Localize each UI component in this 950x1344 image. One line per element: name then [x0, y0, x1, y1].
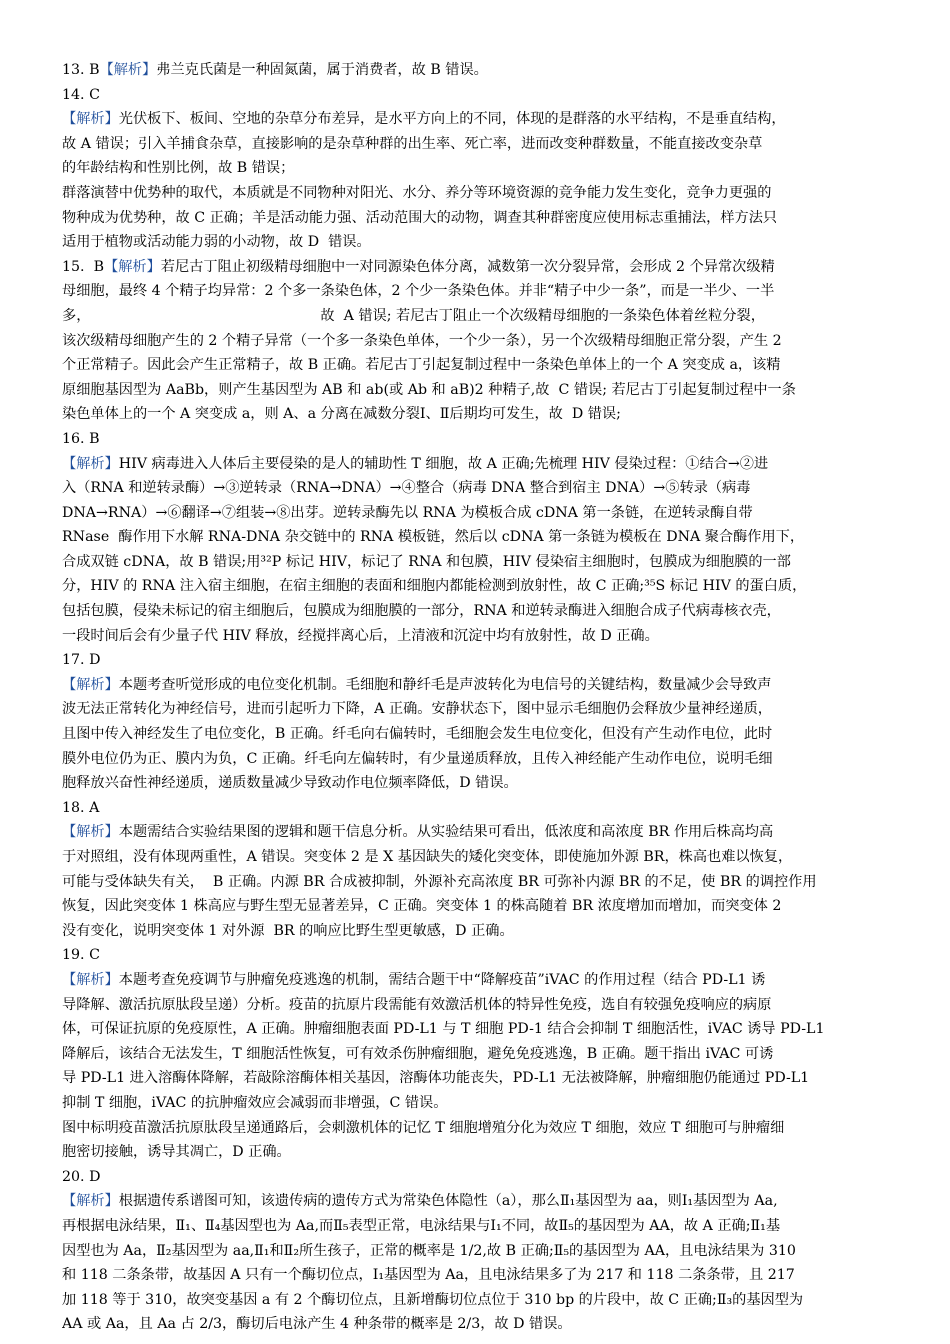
line-text: 本题需结合实验结果图的逻辑和题干信息分析。从实验结果可看出，低浓度和高浓度 BR 作用后株高均高	[118, 824, 774, 841]
text-line	[62, 1239, 888, 1264]
line-text: 物种成为优势种，故 C 正确；羊是活动能力强、活动范围大的动物，调查其种群密度应使用标志重捕法，样方法只	[62, 209, 778, 226]
text-line	[62, 83, 888, 108]
line-text: 入（RNA 和逆转录酶）→③逆转录（RNA→DNA）→④整合（病毒 DNA 整合到宿主 DNA）→⑤转录（病毒	[62, 480, 751, 497]
analysis-tag: 【解析】	[62, 824, 119, 841]
line-text: 且图中传入神经发生了电位变化，B 正确。纤毛向右偏转时，毛细胞会发生电位变化，但没有产生动作电位，此时	[62, 726, 773, 743]
text-line	[62, 58, 888, 83]
line-text: 包括包膜，侵染未标记的宿主细胞后，包膜成为细胞膜的一部分，RNA 和逆转录酶进入细胞合成子代病毒核衣壳，	[62, 603, 781, 620]
text-line	[62, 747, 888, 772]
line-text: 恢复，因此突变体 1 株高应与野生型无显著差异，C 正确。突变体 1 的株高随着 BR 浓度增加而增加，而突变体 2	[62, 898, 782, 915]
analysis-tag: 【解析】	[104, 258, 161, 275]
text-line	[62, 771, 888, 796]
line-text: 原细胞基因型为 AaBb，则产生基因型为 AB 和 ab(或 Ab 和 aB)2 种精子,故 C 错误; 若尼古丁引起复制过程中一条	[62, 381, 796, 398]
question-number: 19. C	[62, 947, 100, 964]
text-line	[62, 329, 888, 354]
text-line	[62, 156, 888, 181]
line-text: 波无法正常转化为神经信号，进而引起听力下降，A 正确。安静状态下，图中显示毛细胞仍会释放少量神经递质，	[62, 701, 772, 718]
text-line	[62, 402, 888, 427]
line-text: 群落演替中优势种的取代，本质就是不同物种对阳光、水分、养分等环境资源的竞争能力发生变化，竞争力更强的	[62, 184, 772, 201]
line-text: 加 118 等于 310，故突变基因 a 有 2 个酶切位点，且新增酶切位点位于 310 bp 的片段中，故 C 正确;Ⅱ₃的基因型为	[62, 1291, 804, 1308]
answer-item	[62, 648, 888, 796]
text-line	[62, 452, 888, 477]
text-line	[62, 132, 888, 157]
text-line	[62, 230, 888, 255]
line-text: 体，可保证抗原的免疫原性，A 正确。肿瘤细胞表面 PD-L1 与 T 细胞 PD-1 结合会抑制 T 细胞活性，iVAC 诱导 PD-L1	[62, 1021, 825, 1038]
line-text: 于对照组，没有体现两重性，A 错误。突变体 2 是 X 基因缺失的矮化突变体，即使施加外源 BR，株高也难以恢复，	[62, 849, 793, 865]
line-text: 个正常精子。因此会产生正常精子，故 B 正确。若尼古丁引起复制过程中一条染色单体上的一个 A 突变成 a，该精	[62, 357, 781, 374]
line-text: 抑制 T 细胞，iVAC 的抗肿瘤效应会减弱而非增强，C 错误。	[62, 1094, 448, 1111]
text-line	[62, 796, 888, 821]
text-line	[62, 1140, 888, 1165]
text-line	[62, 1091, 888, 1116]
analysis-tag: 【解析】	[62, 1193, 119, 1210]
text-line	[62, 1042, 888, 1067]
answer-item	[62, 1165, 888, 1337]
text-line	[62, 107, 888, 132]
question-number: 20. D	[62, 1168, 101, 1185]
text-line	[62, 525, 888, 550]
line-text: 多， 故 A 错误; 若尼古丁阻止一个次级精母细胞的一条染色体着丝粒分裂，	[62, 307, 765, 324]
text-line	[62, 894, 888, 919]
line-text: 染色单体上的一个 A 突变成 a，则 A、a 分离在减数分裂Ⅰ、Ⅱ后期均可发生，故 D 错误;	[62, 406, 621, 423]
text-line	[62, 1263, 888, 1288]
line-text: 胞释放兴奋性神经递质，递质数量减少导致动作电位频率降低，D 错误。	[62, 775, 518, 792]
text-line	[62, 181, 888, 206]
text-line	[62, 279, 888, 304]
line-text: HIV 病毒进入人体后主要侵染的是人的辅助性 T 细胞，故 A 正确;先梳理 HIV 侵染过程：①结合→②进	[118, 455, 769, 472]
line-text: 故 A 错误；引入羊捕食杂草，直接影响的是杂草种群的出生率、死亡率，进而改变种群数量，不能直接改变杂草	[62, 135, 763, 152]
text-line	[62, 1189, 888, 1214]
text-line	[62, 427, 888, 452]
line-text: AA 或 Aa，且 Aa 占 2/3，酶切后电泳产生 4 种条带的概率是 2/3，故 D 错误。	[62, 1316, 572, 1333]
line-text: 没有变化，说明突变体 1 对外源 BR 的响应比野生型更敏感，D 正确。	[62, 922, 514, 939]
text-line	[62, 1312, 888, 1337]
line-text: 若尼古丁阻止初级精母细胞中一对同源染色体分离，减数第一次分裂异常，会形成 2 个异常次级精	[160, 258, 775, 275]
text-line	[62, 1066, 888, 1091]
line-text: 降解后，该结合无法发生，T 细胞活性恢复，可有效杀伤肿瘤细胞，避免免疫逃逸，B 正确。题干指出 iVAC 可诱	[62, 1045, 774, 1062]
line-text: 图中标明疫苗激活抗原肽段呈递通路后，会刺激机体的记忆 T 细胞增殖分化为效应 T 细胞，效应 T 细胞可与肿瘤细	[62, 1119, 785, 1136]
line-text: 合成双链 cDNA，故 B 错误;用³²P 标记 HIV，标记了 RNA 和包膜，HIV 侵染宿主细胞时，包膜成为细胞膜的一部	[62, 553, 791, 570]
text-line	[62, 1214, 888, 1239]
text-line	[62, 1288, 888, 1313]
question-number: 14. C	[62, 86, 100, 103]
text-line	[62, 1165, 888, 1190]
text-line	[62, 820, 888, 845]
line-text: 根据遗传系谱图可知，该遗传病的遗传方式为常染色体隐性（a），那么Ⅱ₁基因型为 aa，则Ⅰ₁基因型为 Aa,	[118, 1193, 778, 1210]
line-text: 光伏板下、板间、空地的杂草分布差异，是水平方向上的不同，体现的是群落的水平结构，不是垂直结构，	[118, 111, 786, 128]
question-number: 13. B	[62, 62, 100, 78]
question-number: 17. D	[62, 652, 101, 669]
answer-item	[62, 255, 888, 427]
line-text: 膜外电位仍为正、膜内为负，C 正确。纤毛向左偏转时，有少量递质释放，且传入神经能产生动作电位，说明毛细	[62, 750, 773, 767]
text-line	[62, 870, 888, 895]
line-text: 分，HIV 的 RNA 注入宿主细胞，在宿主细胞的表面和细胞内都能检测到放射性，故 C 正确;³⁵S 标记 HIV 的蛋白质，	[62, 578, 807, 595]
line-text: 一段时间后会有少量子代 HIV 释放，经搅拌离心后，上清液和沉淀中均有放射性，故 D 正确。	[62, 627, 659, 644]
line-text: 本题考查免疫调节与肿瘤免疫逃逸的机制，需结合题干中“降解疫苗”iVAC 的作用过程（结合 PD-L1 诱	[118, 971, 766, 988]
analysis-tag: 【解析】	[62, 111, 119, 128]
text-line	[62, 550, 888, 575]
text-line	[62, 697, 888, 722]
text-line	[62, 968, 888, 993]
question-number: 18. A	[62, 799, 100, 816]
question-number: 16. B	[62, 430, 100, 447]
answer-item	[62, 58, 888, 83]
line-text: 弗兰克氏菌是一种固氮菌，属于消费者，故 B 错误。	[156, 62, 488, 78]
analysis-tag: 【解析】	[62, 455, 119, 472]
text-line	[62, 574, 888, 599]
text-line	[62, 673, 888, 698]
line-text: 适用于植物或活动能力弱的小动物，故 D 错误。	[62, 234, 371, 251]
line-text: 和 118 二条条带，故基因 A 只有一个酶切位点，Ⅰ₁基因型为 Aa，且电泳结果多了为 217 和 118 二条条带，且 217	[62, 1267, 795, 1284]
line-text: 可能与受体缺失有关， B 正确。内源 BR 合成被抑制，外源补充高浓度 BR 可弥补内源 BR 的不足，使 BR 的调控作用	[62, 873, 817, 890]
line-text: 母细胞，最终 4 个精子均异常：2 个多一条染色体，2 个少一条染色体。并非“精子中少一条”，而是一半少、一半	[62, 283, 775, 300]
answer-item	[62, 83, 888, 255]
question-number: 15. B	[62, 258, 105, 275]
answer-item	[62, 943, 888, 1164]
text-line	[62, 476, 888, 501]
answer-item	[62, 427, 888, 648]
text-line	[62, 255, 888, 280]
text-line	[62, 206, 888, 231]
analysis-tag: 【解析】	[62, 676, 119, 693]
line-text: 因型也为 Aa，Ⅱ₂基因型为 aa,Ⅱ₁和Ⅱ₂所生孩子，正常的概率是 1/2,故 B 正确;Ⅱ₅的基因型为 AA，且电泳结果为 310	[62, 1242, 796, 1259]
text-line	[62, 624, 888, 649]
text-line	[62, 919, 888, 944]
text-line	[62, 304, 888, 329]
line-text: 胞密切接触，诱导其凋亡，D 正确。	[62, 1144, 291, 1161]
line-text: 本题考查听觉形成的电位变化机制。毛细胞和静纤毛是声波转化为电信号的关键结构，数量减少会导致声	[118, 676, 772, 693]
line-text: 再根据电泳结果，Ⅱ₁、Ⅱ₄基因型也为 Aa,而Ⅱ₅表型正常，电泳结果与Ⅰ₁不同，故Ⅱ₅的基因型为 AA，故 A 正确;Ⅱ₁基	[62, 1217, 781, 1234]
text-line	[62, 378, 888, 403]
line-text: RNase 酶作用下水解 RNA-DNA 杂交链中的 RNA 模板链，然后以 cDNA 第一条链为模板在 DNA 聚合酶作用下，	[62, 529, 805, 546]
text-line	[62, 1116, 888, 1141]
text-line	[62, 1017, 888, 1042]
line-text: 导降解、激活抗原肽段呈递）分析。疫苗的抗原片段需能有效激活机体的特异性免疫，选自有较强免疫响应的病原	[62, 996, 772, 1013]
text-line	[62, 993, 888, 1018]
analysis-tag: 【解析】	[99, 62, 157, 78]
answer-item	[62, 796, 888, 944]
text-line	[62, 722, 888, 747]
line-text: 导 PD-L1 进入溶酶体降解，若敲除溶酶体相关基因，溶酶体功能丧失，PD-L1 无法被降解，肿瘤细胞仍能通过 PD-L1	[62, 1070, 810, 1087]
text-line	[62, 943, 888, 968]
line-text: 的年龄结构和性别比例，故 B 错误；	[62, 160, 295, 177]
line-text: 该次级精母细胞产生的 2 个精子异常（一个多一条染色单体，一个少一条），另一个次级精母细胞正常分裂，产生 2	[62, 332, 782, 349]
text-line	[62, 845, 888, 870]
text-line	[62, 501, 888, 526]
line-text: DNA→RNA）→⑥翻译→⑦组装→⑧出芽。逆转录酶先以 RNA 为模板合成 cDNA 第一条链，在逆转录酶自带	[62, 504, 753, 521]
text-line	[62, 599, 888, 624]
text-line	[62, 353, 888, 378]
text-line	[62, 648, 888, 673]
analysis-tag: 【解析】	[62, 971, 119, 988]
